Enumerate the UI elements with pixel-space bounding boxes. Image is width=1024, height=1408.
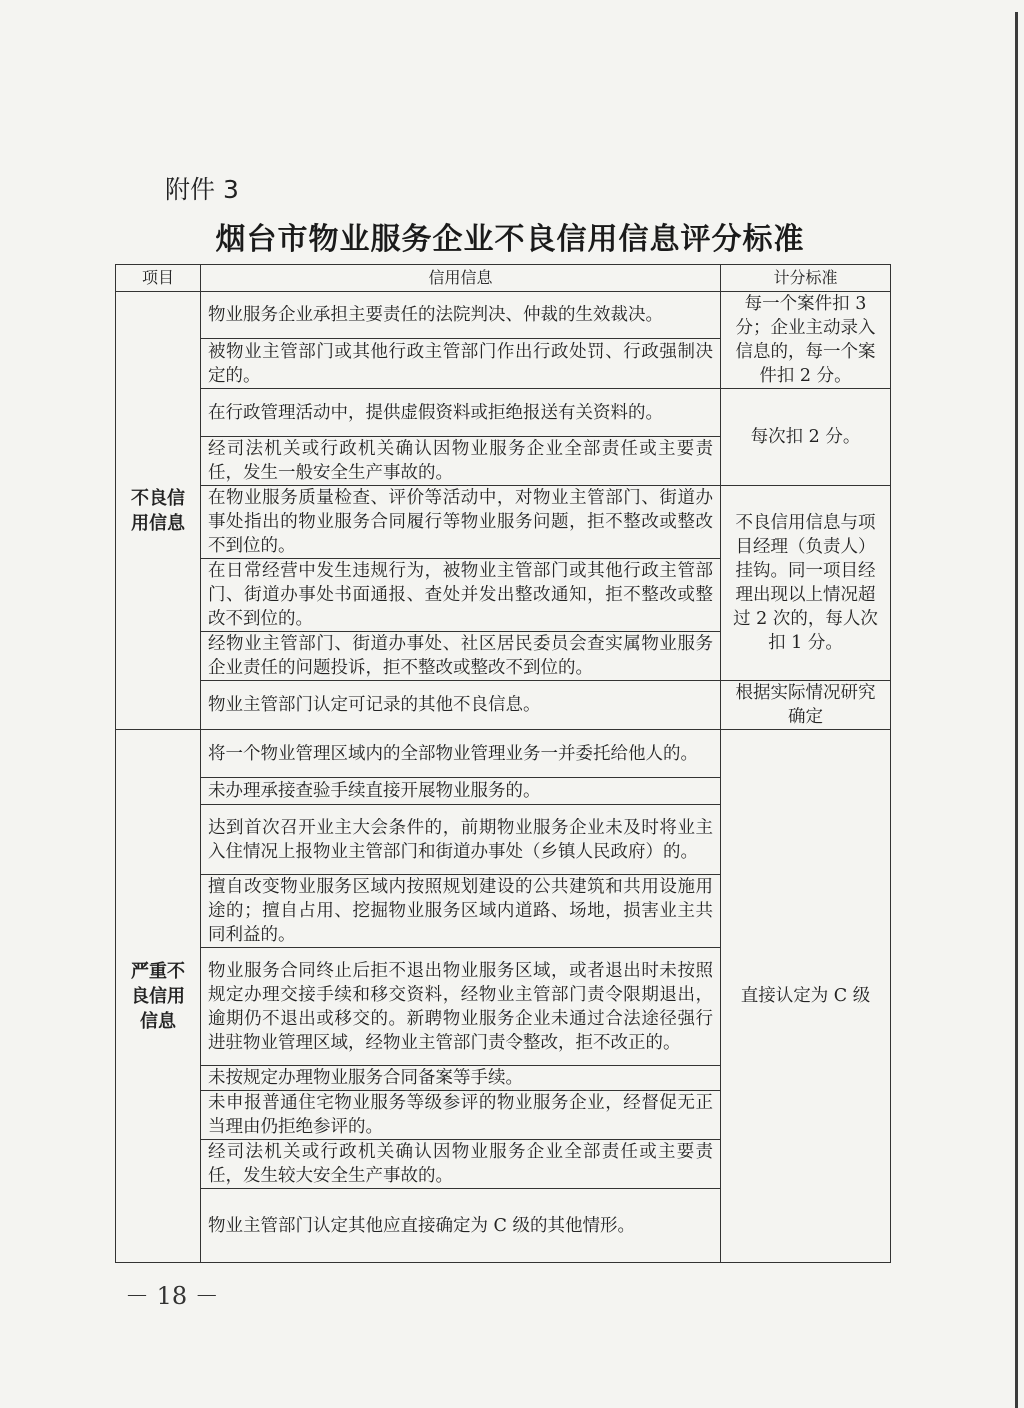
table-row (116, 486, 891, 559)
table-row (116, 292, 891, 339)
credit-info-cell: 经司法机关或行政机关确认因物业服务企业全部责任或主要责任，发生较大安全生产事故的。 (201, 1140, 721, 1189)
table-row (116, 730, 891, 778)
credit-info-cell: 达到首次召开业主大会条件的，前期物业服务企业未及时将业主入住情况上报物业主管部门和街道办事处（乡镇人民政府）的。 (201, 805, 721, 875)
category-bad-credit: 不良信用信息 (116, 292, 201, 730)
annex-label: 附件 3 (165, 175, 239, 204)
credit-info-cell: 被物业主管部门或其他行政主管部门作出行政处罚、行政强制决定的。 (201, 339, 721, 389)
header-item: 项目 (116, 265, 201, 292)
credit-scoring-table (115, 264, 891, 1263)
standard-cell: 每一个案件扣 3 分；企业主动录入信息的，每一个案件扣 2 分。 (721, 292, 891, 389)
credit-info-cell: 经物业主管部门、街道办事处、社区居民委员会查实属物业服务企业责任的问题投诉，拒不整改或整改不到位的。 (201, 632, 721, 681)
credit-info-cell: 未按规定办理物业服务合同备案等手续。 (201, 1066, 721, 1091)
credit-info-cell: 物业服务合同终止后拒不退出物业服务区域，或者退出时未按照规定办理交接手续和移交资料，经物业主管部门责令限期退出，逾期仍不退出或移交的。新聘物业服务企业未通过合法途径强行进驻物业管理区域，经物业主管部门责令整改，拒不改正的。 (201, 948, 721, 1066)
table-row (116, 389, 891, 437)
credit-info-cell: 将一个物业管理区域内的全部物业管理业务一并委托给他人的。 (201, 730, 721, 778)
credit-info-cell: 未申报普通住宅物业服务等级参评的物业服务企业，经督促无正当理由仍拒绝参评的。 (201, 1091, 721, 1140)
credit-info-cell: 在物业服务质量检查、评价等活动中，对物业主管部门、街道办事处指出的物业服务合同履行等物业服务问题，拒不整改或整改不到位的。 (201, 486, 721, 559)
scan-edge-line (1015, 12, 1018, 1408)
credit-info-cell: 物业主管部门认定可记录的其他不良信息。 (201, 681, 721, 730)
credit-info-cell: 物业主管部门认定其他应直接确定为 C 级的其他情形。 (201, 1189, 721, 1263)
document-title: 烟台市物业服务企业不良信用信息评分标准 (215, 222, 805, 257)
credit-info-cell: 经司法机关或行政机关确认因物业服务企业全部责任或主要责任，发生一般安全生产事故的。 (201, 437, 721, 486)
credit-info-cell: 物业服务企业承担主要责任的法院判决、仲裁的生效裁决。 (201, 292, 721, 339)
table-header-row (116, 265, 891, 292)
credit-info-cell: 未办理承接查验手续直接开展物业服务的。 (201, 778, 721, 805)
category-serious-bad-credit: 严重不良信用信息 (116, 730, 201, 1263)
credit-info-cell: 在行政管理活动中，提供虚假资料或拒绝报送有关资料的。 (201, 389, 721, 437)
table-row (116, 681, 891, 730)
credit-info-cell: 在日常经营中发生违规行为，被物业主管部门或其他行政主管部门、街道办事处书面通报、查处并发出整改通知，拒不整改或整改不到位的。 (201, 559, 721, 632)
header-scoring-standard: 计分标准 (721, 265, 891, 292)
standard-cell: 根据实际情况研究确定 (721, 681, 891, 730)
standard-cell: 不良信用信息与项目经理（负责人）挂钩。同一项目经理出现以上情况超过 2 次的，每人次扣 1 分。 (721, 486, 891, 681)
standard-cell: 每次扣 2 分。 (721, 389, 891, 486)
page-number: － 18 － (125, 1282, 219, 1310)
header-credit-info: 信用信息 (201, 265, 721, 292)
credit-info-cell: 擅自改变物业服务区域内按照规划建设的公共建筑和共用设施用途的；擅自占用、挖掘物业服务区域内道路、场地，损害业主共同利益的。 (201, 875, 721, 948)
standard-cell: 直接认定为 C 级 (721, 730, 891, 1263)
